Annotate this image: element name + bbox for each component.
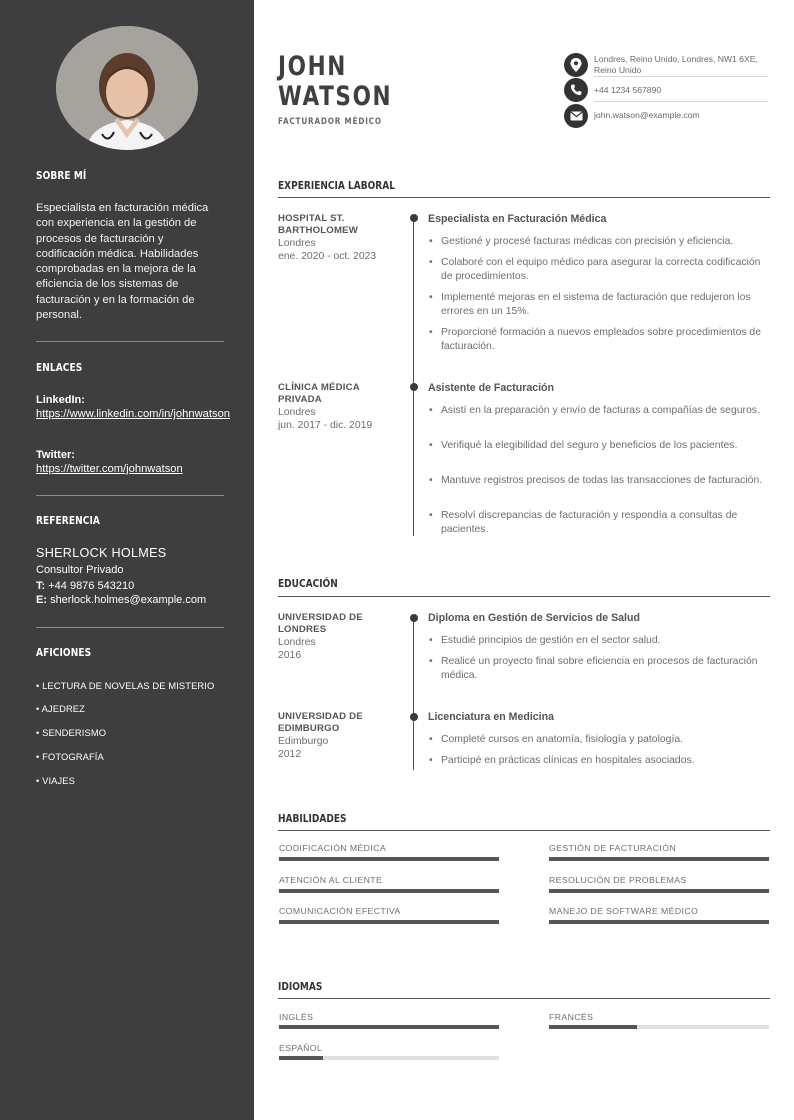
study-bullet: • Completé cursos en anatomía, fisiología y patología.	[441, 733, 771, 747]
hobby-item: • VIAJES	[36, 775, 75, 786]
language-label: FRANCÉS	[549, 1012, 594, 1022]
skill-bar-fill	[279, 889, 499, 893]
language-bar	[279, 1025, 499, 1029]
employer-name: CLÍNICA MÉDICA PRIVADA	[278, 382, 360, 405]
skill-label: GESTIÓN DE FACTURACIÓN	[549, 843, 677, 853]
reference-email-value: sherlock.holmes@example.com	[50, 594, 207, 606]
study-bullet: • Realicé un proyecto final sobre eficiencia en procesos de facturación médica.	[441, 655, 771, 683]
profile-photo	[56, 26, 198, 150]
reference-phone-value: +44 9876 543210	[48, 580, 135, 592]
skill-bar	[549, 857, 769, 861]
skill-bar-fill	[279, 857, 499, 861]
study-dates: 2016	[278, 650, 302, 661]
language-bar-fill	[279, 1056, 323, 1060]
sidebar	[0, 0, 254, 1120]
reference-heading: REFERENCIA	[36, 515, 100, 527]
skill-bar	[549, 889, 769, 893]
experience-timeline	[413, 218, 414, 536]
about-text: Especialista en facturación médica con experiencia en la gestión de procesos de facturación y codificación médica. Habilidades comprobadas en la mejora de la eficiencia de los sistemas de facturación y en la formación de personal.	[36, 202, 209, 322]
skill-label: MANEJO DE SOFTWARE MÉDICO	[549, 906, 699, 916]
education-timeline	[413, 618, 414, 770]
links-heading: ENLACES	[36, 362, 83, 374]
linkedin-label: LinkedIn:	[36, 394, 85, 406]
divider	[594, 76, 768, 77]
divider	[36, 495, 224, 496]
school-name: UNIVERSIDAD DE EDIMBURGO	[278, 711, 363, 734]
hobby-item: • LECTURA DE NOVELAS DE MISTERIO	[36, 680, 215, 691]
skill-bar-fill	[549, 920, 769, 924]
phone-label: T:	[36, 580, 46, 592]
job-bullet: • Implementé mejoras en el sistema de facturación que redujeron los errores en un 15%.	[441, 291, 771, 319]
hobby-item: • SENDERISMO	[36, 727, 107, 738]
linkedin-link[interactable]: https://www.linkedin.com/in/johnwatson	[36, 408, 231, 420]
job-bullet: • Colaboré con el equipo médico para asegurar la correcta codificación de procedimientos.	[441, 256, 771, 284]
school-location: Edimburgo	[278, 736, 329, 747]
employer-name: HOSPITAL ST. BARTHOLOMEW	[278, 213, 359, 236]
language-bar	[549, 1025, 769, 1029]
skill-bar	[279, 857, 499, 861]
job-bullet: • Verifiqué la elegibilidad del seguro y beneficios de los pacientes.	[441, 439, 771, 453]
skill-bar	[279, 920, 499, 924]
email-label: E:	[36, 594, 47, 606]
reference-role: Consultor Privado	[36, 564, 124, 576]
skill-bar-fill	[549, 889, 769, 893]
skill-bar	[279, 889, 499, 893]
section-rule	[278, 197, 770, 198]
employer-location: Londres	[278, 407, 316, 418]
skill-label: CODIFICACIÓN MÉDICA	[279, 843, 387, 853]
job-bullet: • Gestioné y procesé facturas médicas con precisión y eficiencia.	[441, 235, 771, 249]
skill-label: RESOLUCIÓN DE PROBLEMAS	[549, 875, 687, 885]
timeline-dot	[410, 614, 418, 622]
school-name: UNIVERSIDAD DE LONDRES	[278, 612, 363, 635]
timeline-dot	[410, 383, 418, 391]
employer-location: Londres	[278, 238, 316, 249]
contact-address: Londres, Reino Unido, Londres, NW1 6XE, Reino Unido	[594, 54, 758, 75]
about-heading: SOBRE MÍ	[36, 170, 87, 182]
divider	[594, 101, 768, 102]
contact-phone: +44 1234 567890	[594, 85, 662, 95]
study-dates: 2012	[278, 749, 302, 760]
skill-bar-fill	[279, 920, 499, 924]
job-bullet: • Mantuve registros precisos de todas las transacciones de facturación.	[441, 474, 771, 488]
degree-title: Diploma en Gestión de Servicios de Salud	[428, 612, 640, 624]
timeline-dot	[410, 214, 418, 222]
hobby-item: • FOTOGRAFÍA	[36, 751, 104, 762]
languages-heading: IDIOMAS	[278, 980, 323, 993]
language-label: INGLÉS	[279, 1012, 314, 1022]
job-bullet: • Asistí en la preparación y envío de facturas a compañías de seguros.	[441, 404, 771, 418]
language-bar-fill	[549, 1025, 637, 1029]
hobby-item: • AJEDREZ	[36, 703, 85, 714]
reference-email	[36, 594, 206, 606]
school-location: Londres	[278, 637, 316, 648]
section-rule	[278, 830, 770, 831]
employment-dates: ene. 2020 - oct. 2023	[278, 251, 377, 262]
education-heading: EDUCACIÓN	[278, 577, 338, 590]
contact-email: john.watson@example.com	[594, 110, 700, 120]
skill-label: ATENCIÓN AL CLIENTE	[279, 875, 383, 885]
section-rule	[278, 998, 770, 999]
twitter-link[interactable]: https://twitter.com/johnwatson	[36, 463, 183, 475]
reference-name: SHERLOCK HOLMES	[36, 546, 167, 560]
experience-heading: EXPERIENCIA LABORAL	[278, 179, 395, 192]
location-pin-icon	[564, 53, 588, 77]
divider	[36, 627, 224, 628]
timeline-dot	[410, 713, 418, 721]
last-name: WATSON	[278, 81, 393, 112]
envelope-icon	[564, 104, 588, 128]
first-name: JOHN	[278, 51, 347, 82]
hobbies-heading: AFICIONES	[36, 647, 92, 659]
study-bullet: • Estudié principios de gestión en el sector salud.	[441, 634, 771, 648]
skill-label: COMUNICACIÓN EFECTIVA	[279, 906, 401, 916]
twitter-label: Twitter:	[36, 449, 75, 461]
job-role: Asistente de Facturación	[428, 382, 554, 394]
job-title: FACTURADOR MÉDICO	[278, 117, 382, 127]
phone-icon	[564, 78, 588, 102]
skill-bar-fill	[549, 857, 769, 861]
study-bullet: • Participé en prácticas clínicas en hospitales asociados.	[441, 754, 771, 768]
employment-dates: jun. 2017 - dic. 2019	[278, 420, 373, 431]
language-bar	[279, 1056, 499, 1060]
language-label: ESPAÑOL	[279, 1043, 323, 1053]
language-bar-fill	[279, 1025, 499, 1029]
job-role: Especialista en Facturación Médica	[428, 213, 607, 225]
job-bullet: • Proporcioné formación a nuevos empleados sobre procedimientos de facturación.	[441, 326, 771, 354]
reference-phone	[36, 580, 134, 592]
skill-bar	[549, 920, 769, 924]
section-rule	[278, 596, 770, 597]
job-bullet: • Resolví discrepancias de facturación y respondía a consultas de pacientes.	[441, 509, 771, 537]
divider	[36, 341, 224, 342]
degree-title: Licenciatura en Medicina	[428, 711, 554, 723]
skills-heading: HABILIDADES	[278, 812, 347, 825]
